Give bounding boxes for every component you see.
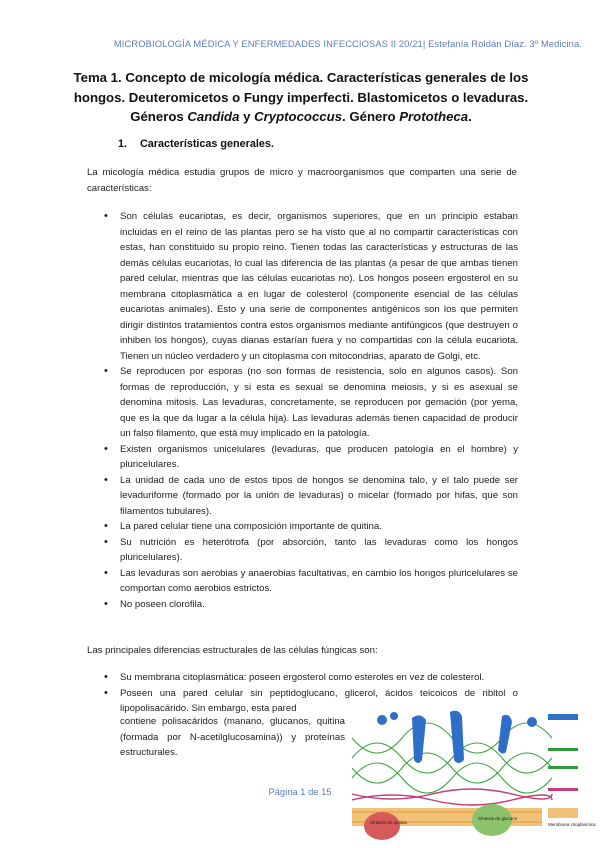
intro-paragraph: La micología médica estudia grupos de micro y macroorganismos que comparten una serie de características: <box>87 167 517 194</box>
svg-text:Síntesis de glucano: Síntesis de glucano <box>478 816 518 821</box>
list-item: • Las levaduras son aerobias y anaerobias facultativas, en cambio los hongos pluricelulares se comportan como aerobios estrictos. <box>104 566 518 597</box>
section-heading <box>118 138 274 150</box>
list-item: • Su nutrición es heterótrofa (por absorción, tanto las levaduras como los hongos pluricelulares). <box>104 535 518 566</box>
list-item: • La unidad de cada uno de estos tipos de hongos se denomina talo, y el talo puede ser levaduriforme (formado por la unión de levaduras) o micelar (formado por hifas, que son filamentos tubulares). <box>104 473 518 520</box>
page-footer: Página 1 de 15 <box>268 786 332 797</box>
list-item: • Son células eucariotas, es decir, organismos superiores, que en un principio estaban incluidas en el reino de las plantas pero se ha visto que al no compartir características con estas, han constituido su propio reino. Tienen todas las características y estructuras de las demás células eucariotas, lo cual las diferencia de las plantas (a pesar de que ambas tienen pared celular, mientras que las células eucariotas no). Los hongos poseen ergosterol en su membrana citoplasmática a en lugar de colesterol (componente esencial de las células eucariotas animales). Esto y una serie de componentes antigénicos son los que permiten dirigir distintos tratamientos contra estos organismos mediante antifúngicos (que destruyen o inhiben los hongos), cuyas dianas estarían fuera y no compartidas con la célula eucariota. Tienen un núcleo verdadero y un citoplasma con mitocondrias, aparato de Golgi, etc. <box>104 209 518 364</box>
characteristics-list <box>104 209 518 612</box>
svg-text:Membrana citoplásmica: Membrana citoplásmica <box>548 822 596 827</box>
list-item: • La pared celular tiene una composición importante de quitina. <box>104 519 518 535</box>
running-header: MICROBIOLOGÍA MÉDICA Y ENFERMEDADES INFECCIOSAS II 20/21| Estefanía Roldán Díaz. 3º Medicina. <box>113 38 582 49</box>
list-item: • Poseen una pared celular sin peptidoglucano, glicerol, ácidos teicoicos de ribitol o lipopolisacárido. Sin embargo, esta pared <box>104 686 518 717</box>
list-item: • Se reproducen por esporas (no son formas de resistencia, solo en algunos casos). Son formas de reproducción, y si esta es sexual se denomina meiosis, y si es asexual se denomina mitosis. Las levaduras, concretamente, se reproducen por gemación (por yema, que es la que da lugar a la célula hija). Las levaduras además tienen capacidad de producir un falso filamento, que está muy implicado en la patología. <box>104 364 518 442</box>
list-item: • Su membrana citoplasmática: poseen ergosterol como esteroles en vez de colesterol. <box>104 670 518 686</box>
section-number: 1. <box>118 138 128 150</box>
chitin-synthase <box>364 812 400 840</box>
list-item: • Existen organismos unicelulares (levaduras, que producen patología en el hombre) y pluricelulares. <box>104 442 518 473</box>
list-item: • No poseen clorofila. <box>104 597 518 613</box>
svg-text:Síntesis de quitina: Síntesis de quitina <box>370 820 407 825</box>
document-title <box>70 68 532 127</box>
title-line-2: hongos. Deuteromicetos o Fungy imperfecti. Blastomicetos o levaduras. <box>73 89 529 105</box>
differences-paragraph: Las principales diferencias estructurales de las células fúngicas son: <box>87 645 378 656</box>
cell-wall-figure <box>352 708 596 844</box>
section-label: Características generales. <box>140 138 274 150</box>
list-item-continuation: contiene polisacáridos (manano, glucanos, quitina (formada por N-acetilglucosamina)) y proteínas estructurales. <box>120 716 345 758</box>
title-line-1: Tema 1. Concepto de micología médica. Características generales de los <box>73 70 529 85</box>
title-line-3: Géneros Candida y Cryptococcus. Género Prototheca. <box>130 109 472 124</box>
